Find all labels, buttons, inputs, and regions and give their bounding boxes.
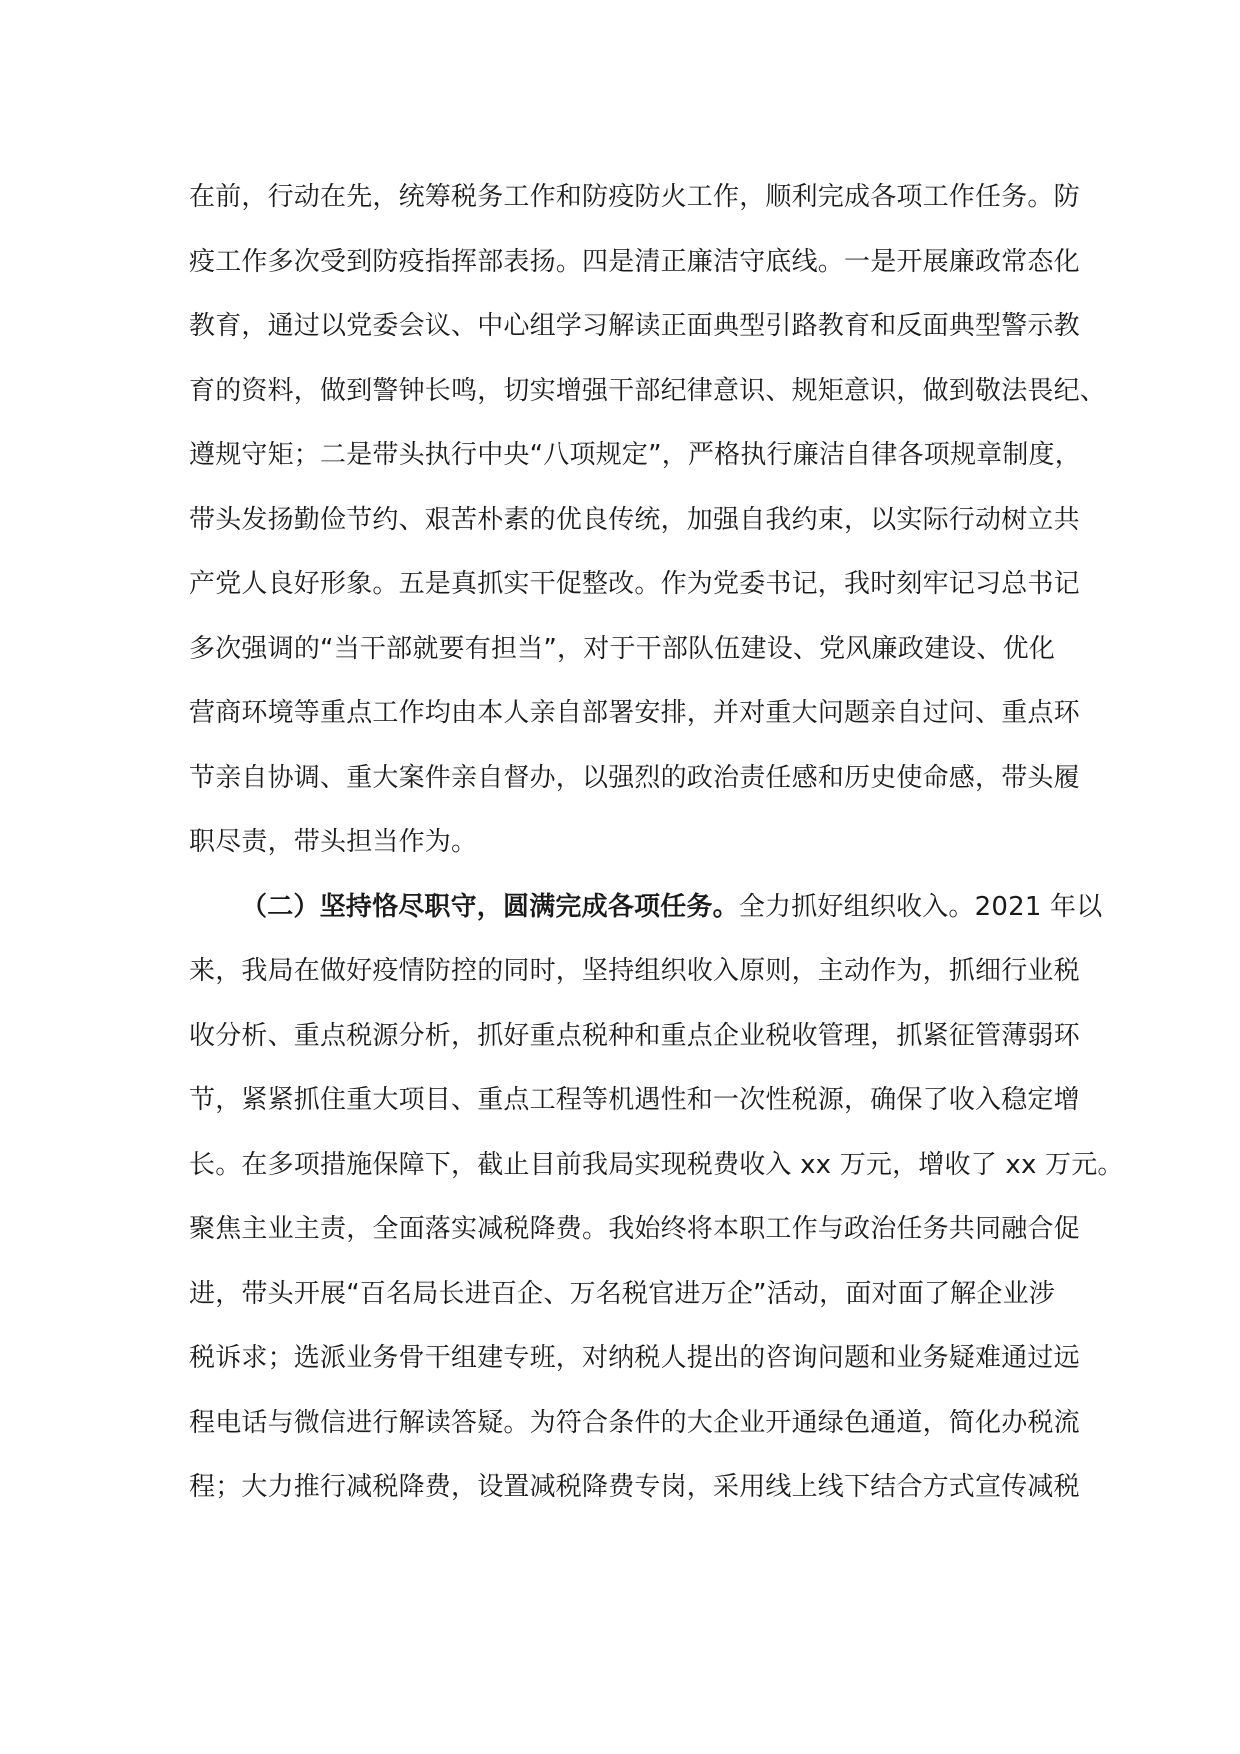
section-heading: （二）坚持恪尽职守，圆满完成各项任务。 (241, 891, 739, 922)
text-line: 产党人良好形象。五是真抓实干促整改。作为党委书记，我时刻牢记习总书记 (189, 569, 1080, 599)
text-line: 遵规守矩；二是带头执行中央“八项规定”，严格执行廉洁自律各项规章制度， (189, 440, 1081, 470)
text-line: 节亲自协调、重大案件亲自督办，以强烈的政治责任感和历史使命感，带头履 (189, 762, 1080, 793)
text-line: 多次强调的“当干部就要有担当”，对于干部队伍建设、党风廉政建设、优化 (189, 633, 1055, 664)
text-line: 在前，行动在先，统筹税务工作和防疫防火工作，顺利完成各项工作任务。防 (189, 182, 1080, 212)
text-line: 带头发扬勤俭节约、艰苦朴素的优良传统，加强自我约束，以实际行动树立共 (189, 504, 1080, 535)
text-line: 教育，通过以党委会议、中心组学习解读正面典型引路教育和反面典型警示教 (189, 311, 1080, 341)
text-line: 来，我局在做好疫情防控的同时，坚持组织收入原则，主动作为，抓细行业税 (189, 956, 1080, 986)
text-line: 节，紧紧抓住重大项目、重点工程等机遇性和一次性税源，确保了收入稳定增 (189, 1085, 1080, 1115)
text-line: 程；大力推行减税降费，设置减税降费专岗，采用线上线下结合方式宣传减税 (189, 1472, 1080, 1502)
text-line: 进，带头开展“百名局长进百企、万名税官进万企”活动，面对面了解企业涉 (189, 1278, 1055, 1309)
text-line: 育的资料，做到警钟长鸣，切实增强干部纪律意识、规矩意识，做到敬法畏纪、 (189, 375, 1107, 406)
text-line: 聚焦主业主责，全面落实减税降费。我始终将本职工作与政治任务共同融合促 (189, 1214, 1080, 1244)
text-line: 程电话与微信进行解读答疑。为符合条件的大企业开通绿色通道，简化办税流 (189, 1407, 1080, 1438)
text-line: 税诉求；选派业务骨干组建专班，对纳税人提出的咨询问题和业务疑难通过远 (189, 1343, 1080, 1373)
section-heading-line (189, 875, 1103, 940)
text-line-last: 职尽责，带头担当作为。 (189, 827, 478, 857)
text-line: 疫工作多次受到防疫指挥部表扬。四是清正廉洁守底线。一是开展廉政常态化 (189, 246, 1080, 277)
body-text (189, 165, 1124, 1520)
text-line: 长。在多项措施保障下，截止目前我局实现税费收入 xx 万元，增收了 xx 万元。 (189, 1149, 1124, 1180)
text-line: 收分析、重点税源分析，抓好重点税种和重点企业税收管理，抓紧征管薄弱环 (189, 1020, 1080, 1051)
heading-line-text: 全力抓好组织收入。2021 年以 (738, 891, 1103, 922)
text-line: 营商环境等重点工作均由本人亲自部署安排，并对重大问题亲自过问、重点环 (189, 698, 1080, 728)
